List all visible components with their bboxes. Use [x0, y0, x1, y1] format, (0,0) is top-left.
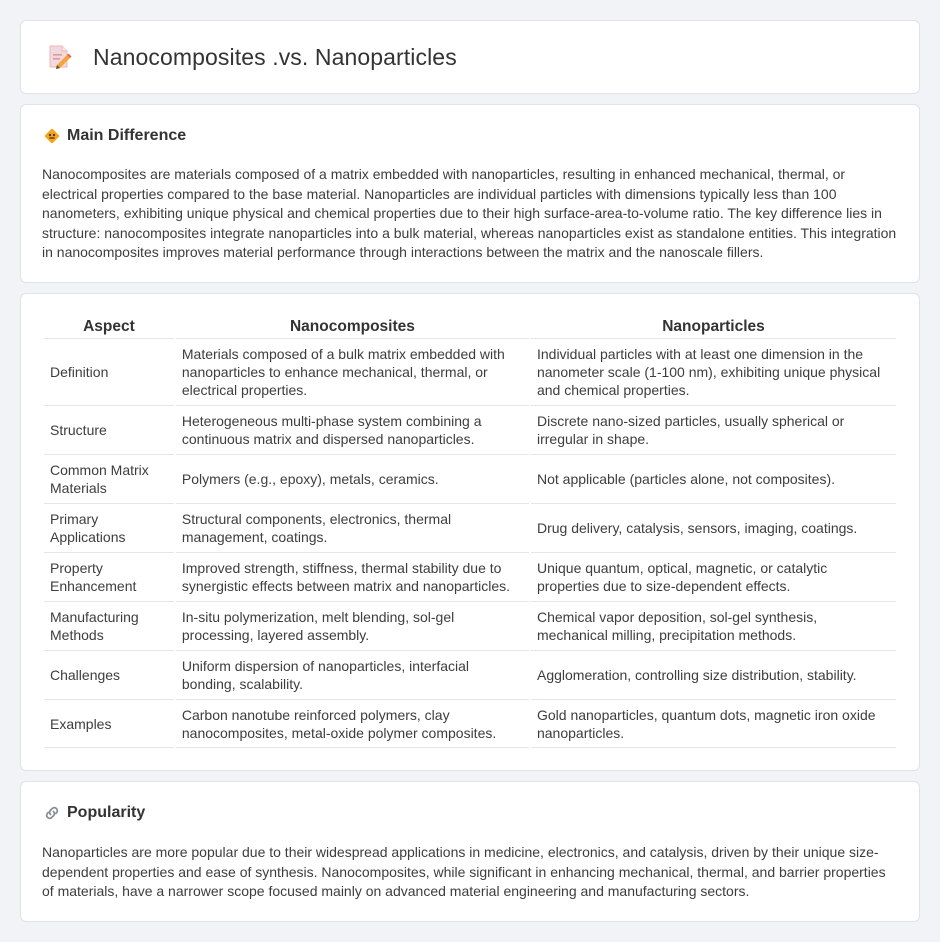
link-icon — [43, 804, 61, 822]
comparison-card — [20, 293, 920, 771]
comparison-table — [42, 318, 898, 748]
table-row — [44, 552, 896, 601]
main-difference-heading: Main Difference — [67, 127, 187, 144]
table-row — [44, 338, 896, 405]
table-row — [44, 503, 896, 552]
nanoparticles-cell: Individual particles with at least one dimension in the nanometer scale (1-100 nm), exhibiting unique physical and chemical properties. — [531, 338, 896, 405]
main-difference-header — [43, 127, 186, 145]
aspect-cell: Primary Applications — [44, 503, 174, 552]
diamond-sign-icon — [43, 127, 61, 145]
table-row — [44, 650, 896, 699]
column-header-nanoparticles: Nanoparticles — [662, 318, 765, 335]
aspect-cell: Property Enhancement — [44, 552, 174, 601]
page-title: Nanocomposites .vs. Nanoparticles — [93, 43, 457, 70]
aspect-cell: Definition — [44, 338, 174, 405]
table-header-row — [44, 318, 896, 338]
nanocomposites-cell: Heterogeneous multi-phase system combining a continuous matrix and dispersed nanoparticles. — [176, 405, 529, 454]
nanoparticles-cell: Discrete nano-sized particles, usually spherical or irregular in shape. — [531, 405, 896, 454]
aspect-cell: Examples — [44, 699, 174, 748]
title-row — [45, 43, 457, 71]
aspect-cell: Structure — [44, 405, 174, 454]
nanocomposites-cell: Uniform dispersion of nanoparticles, interfacial bonding, scalability. — [176, 650, 529, 699]
nanocomposites-cell: Materials composed of a bulk matrix embedded with nanoparticles to enhance mechanical, thermal, or electrical properties. — [176, 338, 529, 405]
nanocomposites-cell: Structural components, electronics, thermal management, coatings. — [176, 503, 529, 552]
nanoparticles-cell: Not applicable (particles alone, not composites). — [531, 454, 896, 503]
main-difference-card — [20, 104, 920, 283]
aspect-cell: Common Matrix Materials — [44, 454, 174, 503]
nanoparticles-cell: Chemical vapor deposition, sol-gel synthesis, mechanical milling, precipitation methods. — [531, 601, 896, 650]
nanocomposites-cell: Carbon nanotube reinforced polymers, clay nanocomposites, metal-oxide polymer composites. — [176, 699, 529, 748]
table-row — [44, 601, 896, 650]
nanocomposites-cell: In-situ polymerization, melt blending, sol-gel processing, layered assembly. — [176, 601, 529, 650]
popularity-text: Nanoparticles are more popular due to their widespread applications in medicine, electronics, and catalysis, driven by their unique size-dependent properties and ease of synthesis. Nanocomposites, while significant in enhancing mechanical, thermal, and barrier properties of materials, have a narrower scope focused mainly on advanced material engineering and manufacturing sectors. — [42, 844, 886, 899]
column-header-aspect: Aspect — [83, 318, 135, 335]
popularity-header — [43, 804, 145, 822]
aspect-cell: Challenges — [44, 650, 174, 699]
nanoparticles-cell: Agglomeration, controlling size distribution, stability. — [531, 650, 896, 699]
table-row — [44, 454, 896, 503]
column-header-nanocomposites: Nanocomposites — [289, 318, 415, 335]
nanocomposites-cell: Improved strength, stiffness, thermal stability due to synergistic effects between matrix and nanoparticles. — [176, 552, 529, 601]
nanoparticles-cell: Gold nanoparticles, quantum dots, magnetic iron oxide nanoparticles. — [531, 699, 896, 748]
nanoparticles-cell: Drug delivery, catalysis, sensors, imaging, coatings. — [531, 503, 896, 552]
nanoparticles-cell: Unique quantum, optical, magnetic, or catalytic properties due to size-dependent effects. — [531, 552, 896, 601]
main-difference-text: Nanocomposites are materials composed of a matrix embedded with nanoparticles, resulting in enhanced mechanical, thermal, or electrical properties compared to the base material. Nanoparticles are individual particles with dimensions typically less than 100 nanometers, exhibiting unique physical and chemical properties due to their high surface-area-to-volume ratio. The key difference lies in structure: nanocomposites integrate nanoparticles into a bulk material, whereas nanoparticles exist as standalone entities. This integration in nanocomposites improves material performance through interactions between the matrix and the nanoscale fillers. — [42, 166, 897, 260]
table-row — [44, 699, 896, 748]
popularity-heading: Popularity — [67, 804, 146, 821]
nanocomposites-cell: Polymers (e.g., epoxy), metals, ceramics. — [176, 454, 529, 503]
popularity-card — [20, 781, 920, 922]
document-pencil-icon — [45, 43, 73, 71]
title-card — [20, 20, 920, 94]
table-row — [44, 405, 896, 454]
aspect-cell: Manufacturing Methods — [44, 601, 174, 650]
